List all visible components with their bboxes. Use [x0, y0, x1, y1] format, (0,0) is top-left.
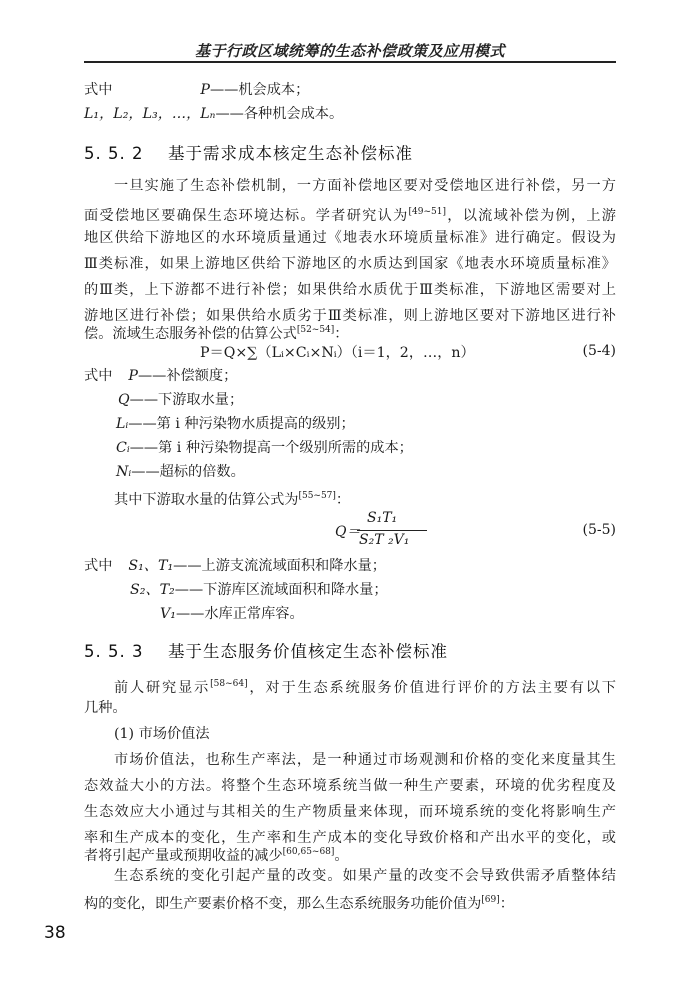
fraction-denominator: S₂T ₂V₁ — [359, 532, 410, 548]
paragraph-line: 生态系统的变化引起产量的改变。如果产量的改变不会导致供需矛盾整体结 — [114, 868, 616, 884]
paragraph-line — [84, 674, 616, 698]
paragraph-line: 生态效应大小通过与其相关的生产物质量来体现，而环境系统的变化将影响生产 — [84, 804, 616, 820]
definition-symbol: Cᵢ — [116, 440, 130, 456]
definition-text: ——上游支流流域面积和降水量； — [173, 558, 386, 574]
paragraph-line — [84, 320, 616, 344]
fraction-numerator: S₁T₁ — [367, 510, 398, 526]
paragraph-line — [84, 486, 616, 510]
fraction-bar — [357, 530, 427, 531]
definition-line — [116, 462, 648, 482]
list-item-title: (1) 市场价值法 — [114, 726, 210, 742]
definition-line — [84, 366, 616, 386]
citation: [49~51] — [408, 207, 446, 217]
paragraph-line: 市场价值法，也称生产率法，是一种通过市场观测和价格的变化来度量其生 — [114, 752, 616, 768]
paragraph-line: 几种。 — [84, 700, 127, 716]
definition-symbol: P — [128, 368, 138, 384]
paragraph-text: ，以流域补偿为例，上游 — [446, 208, 616, 224]
citation: [60,65~68] — [282, 847, 335, 857]
definition-text: 各种机会成本。 — [243, 106, 344, 122]
definition-text: ——第 i 种污染物提高一个级别所需的成本； — [129, 440, 413, 456]
equation-number: (5-5) — [582, 522, 616, 538]
citation: [58~64] — [210, 679, 248, 689]
definition-symbol: Q — [118, 392, 130, 408]
equation-number: (5-4) — [582, 343, 616, 359]
paragraph-text: 。 — [334, 848, 349, 864]
definition-symbol: P — [200, 82, 210, 98]
paragraph-text: ： — [335, 492, 351, 508]
paragraph-line — [84, 842, 616, 866]
header-rule — [84, 61, 616, 63]
definition-text: ——补偿额度； — [137, 368, 238, 384]
equation-lhs: Q＝ — [335, 524, 361, 540]
definition-symbol: Nᵢ — [116, 464, 132, 480]
section-number: 5. 5. 2 — [84, 144, 144, 163]
definition-symbol: V₁ — [160, 606, 176, 622]
paragraph-line: Ⅲ类标准，如果上游地区供给下游地区的水质达到国家《地表水环境质量标准》 — [84, 256, 616, 272]
section-heading-5-5-2 — [84, 140, 413, 164]
paragraph-text: ： — [499, 896, 514, 912]
definition-line — [160, 604, 692, 624]
definition-line — [84, 104, 616, 124]
definition-label: 式中 — [84, 368, 113, 384]
definition-line — [130, 580, 662, 600]
paragraph-line: 一旦实施了生态补偿机制，一方面补偿地区要对受偿地区进行补偿，另一方 — [114, 178, 616, 194]
citation: [55~57] — [298, 491, 336, 501]
section-number: 5. 5. 3 — [84, 642, 144, 661]
definition-symbol: Lᵢ — [116, 416, 129, 432]
paragraph-line — [84, 890, 616, 914]
definition-text: ——第 i 种污染物水质提高的级别； — [128, 416, 355, 432]
paragraph-text: 面受偿地区要确保生态环境达标。学者研究认为 — [84, 208, 409, 224]
definition-text: ——水库正常库容。 — [175, 606, 304, 622]
section-heading-5-5-3 — [84, 638, 448, 662]
definition-text: 机会成本； — [238, 82, 310, 98]
definition-line — [84, 80, 616, 100]
citation: [69] — [481, 895, 500, 905]
definition-text: ——下游库区流域面积和降水量； — [174, 582, 388, 598]
paragraph-text: ： — [334, 326, 349, 342]
definition-label: 式中 — [84, 82, 113, 98]
definition-dash: —— — [215, 106, 244, 122]
paragraph-text: 构的变化，即生产要素价格不变，那么生态系统服务功能价值为 — [84, 896, 482, 912]
definition-text: ——超标的倍数。 — [131, 464, 245, 480]
definition-dash: —— — [209, 82, 239, 98]
paragraph-text: ，对于生态系统服务价值进行评价的方法主要有以下 — [247, 680, 616, 696]
paragraph-text: 者将引起产量或预期收益的减少 — [84, 848, 283, 864]
definition-symbol: L₁，L₂，L₃，…，Lₙ — [84, 106, 216, 122]
paragraph-text: 偿。流域生态服务补偿的估算公式 — [84, 326, 297, 342]
definition-line — [116, 438, 648, 458]
definition-text: ——下游取水量； — [129, 392, 244, 408]
definition-line — [116, 414, 648, 434]
equation-5-4: P＝Q×∑（Lᵢ×Cᵢ×Nᵢ）（i＝1，2，…，n） — [200, 345, 475, 361]
paragraph-line: 游地区进行补偿；如果供给水质劣于Ⅲ类标准，则上游地区要对下游地区进行补 — [84, 308, 616, 324]
definition-symbol: S₂、T₂ — [130, 582, 175, 598]
section-title: 基于生态服务价值核定生态补偿标准 — [167, 642, 448, 661]
definition-line — [118, 390, 650, 410]
paragraph-line: 地区供给下游地区的水环境质量通过《地表水环境质量标准》进行确定。假设为 — [84, 230, 616, 246]
definition-symbol: S₁、T₁ — [128, 558, 174, 574]
paragraph-line: 率和生产成本的变化，生产率和生产成本的变化导致价格和产出水平的变化，或 — [84, 830, 616, 846]
paragraph-line — [84, 202, 616, 226]
page-number: 38 — [44, 923, 66, 943]
paragraph-line: 态效益大小的方法。将整个生态环境系统当做一种生产要素，环境的优劣程度及 — [84, 778, 616, 794]
citation: [52~54] — [296, 325, 335, 335]
section-title: 基于需求成本核定生态补偿标准 — [167, 144, 413, 163]
paragraph-line: 的Ⅲ类，上下游都不进行补偿；如果供给水质优于Ⅲ类标准，下游地区需要对上 — [84, 282, 616, 298]
paragraph-text: 前人研究显示 — [114, 680, 211, 696]
paragraph-text: 其中下游取水量的估算公式为 — [114, 492, 299, 508]
definition-line — [84, 556, 616, 576]
definition-label: 式中 — [84, 558, 113, 574]
running-head: 基于行政区域统筹的生态补偿政策及应用模式 — [194, 42, 505, 60]
